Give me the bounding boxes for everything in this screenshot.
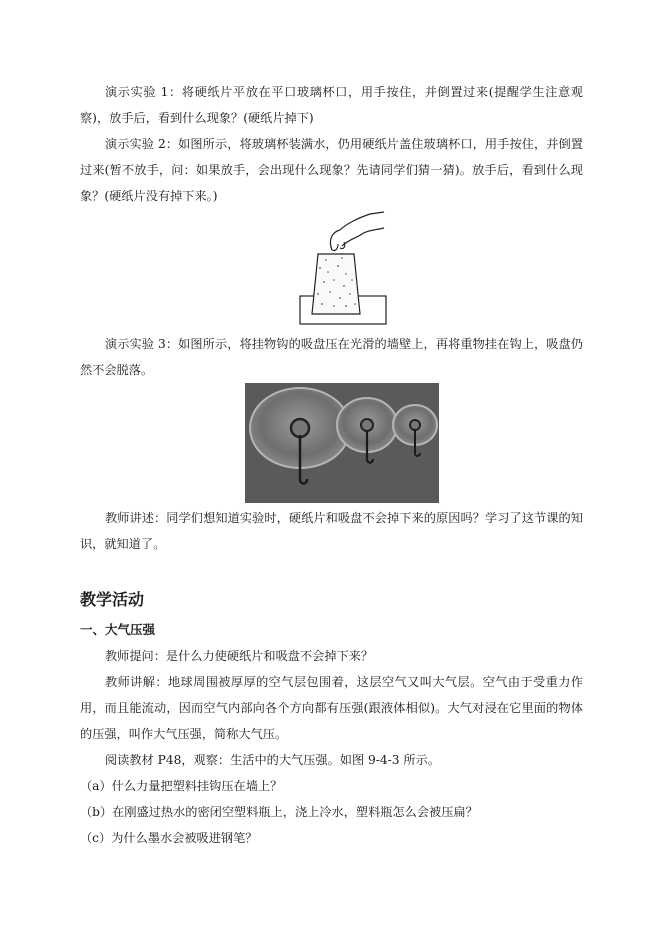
suction-cup-photo — [245, 383, 439, 503]
demo-experiment-1: 演示实验 1：将硬纸片平放在平口玻璃杯口，用手按住，并倒置过来(提醒学生注意观察)，放手后，看到什么现象？(硬纸片掉下) — [80, 85, 583, 125]
teacher-explanation: 教师讲解：地球周围被厚厚的空气层包围着，这层空气又叫大气层。空气由于受重力作用，而且能流动，因而空气内部向各个方向都有压强(跟液体相似)。大气对浸在它里面的物体的压强，叫作大气压强，简称大气压。 — [80, 675, 583, 741]
question-item-b: （b）在刚盛过热水的密闭空塑料瓶上，浇上冷水，塑料瓶怎么会被压扁？ — [80, 805, 478, 819]
demo-experiment-2: 演示实验 2：如图所示，将玻璃杯装满水，仍用硬纸片盖住玻璃杯口，用手按住，并倒置过来(暂不放手，问：如果放手，会出现什么现象？先请同学们猜一猜)。放手后，看到什么现象？(硬纸片没有掉下来。) — [80, 137, 583, 203]
subsection-title: 一、大气压强 — [80, 622, 156, 637]
question-item-a: （a）什么力量把塑料挂钩压在墙上？ — [80, 779, 283, 793]
demo-experiment-3: 演示实验 3：如图所示，将挂物钩的吸盘压在光滑的墙壁上，再将重物挂在钩上，吸盘仍然不会脱落。 — [80, 337, 583, 377]
reading-instruction: 阅读教材 P48，观察：生活中的大气压强。如图 9-4-3 所示。 — [105, 753, 440, 767]
teacher-question: 教师提问：是什么力使硬纸片和吸盘不会掉下来？ — [105, 649, 374, 663]
teacher-talk: 教师讲述：同学们想知道实验时，硬纸片和吸盘不会掉下来的原因吗？学习了这节课的知识，就知道了。 — [80, 511, 583, 551]
inverted-cup-illustration — [298, 210, 388, 328]
section-title: 教学活动 — [80, 590, 145, 609]
question-item-c: （c）为什么墨水会被吸进钢笔？ — [80, 831, 258, 845]
